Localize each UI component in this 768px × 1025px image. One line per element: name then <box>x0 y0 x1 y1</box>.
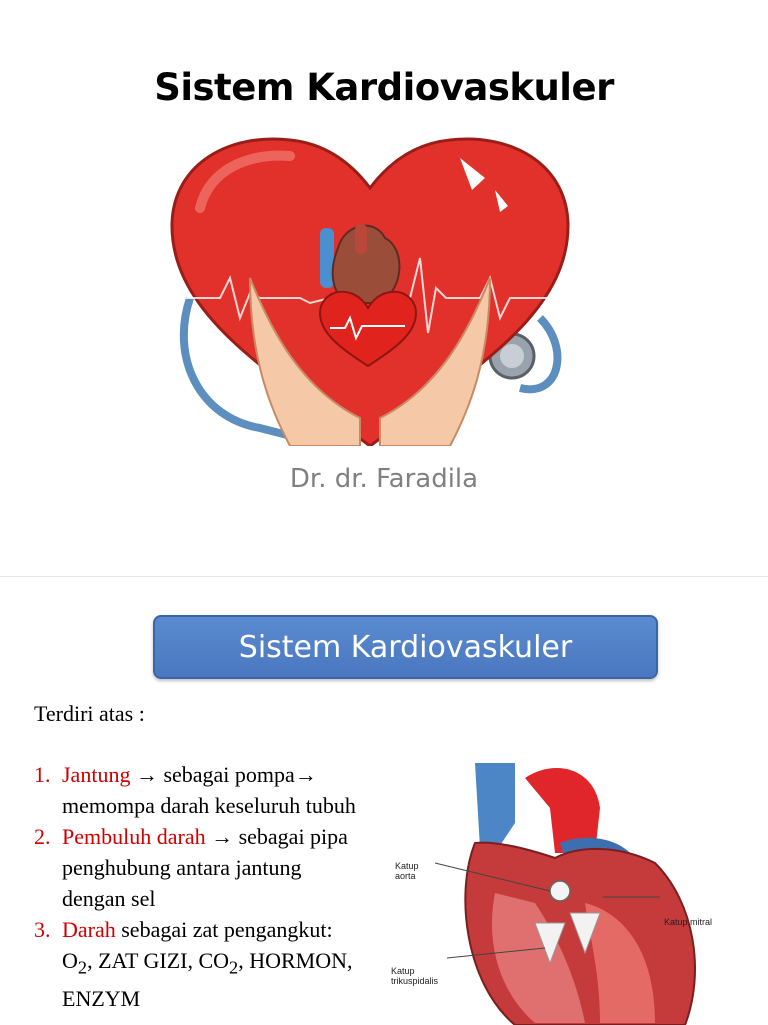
component-list <box>34 759 364 1014</box>
list-item <box>34 821 364 914</box>
heart-with-hands-illustration <box>160 128 580 446</box>
author-name: Dr. dr. Faradila <box>289 464 479 494</box>
section-banner <box>153 615 658 679</box>
subscript: 2 <box>77 957 88 978</box>
slide-title: Sistem Kardiovaskuler <box>154 66 614 109</box>
banner-title: Sistem Kardiovaskuler <box>238 629 573 665</box>
arrow-icon: → <box>294 762 317 787</box>
item-text: memompa darah keseluruh tubuh <box>62 793 356 818</box>
item-term: Darah <box>62 917 116 942</box>
list-item <box>34 759 364 821</box>
item-term: Jantung <box>62 762 131 787</box>
intro-text: Terdiri atas : <box>34 701 145 726</box>
item-text: sebagai pompa <box>157 762 295 787</box>
item-number: 3. <box>34 917 51 942</box>
label-katup-mitral: Katup mitral <box>664 917 713 927</box>
item-text: , HORMON, ENZYM <box>62 948 353 1012</box>
arrow-icon: → <box>211 824 234 849</box>
list-item <box>34 914 364 1014</box>
item-term: Pembuluh darah <box>62 824 206 849</box>
item-number: 2. <box>34 824 51 849</box>
label-katup-aorta: Katup aorta <box>395 861 419 881</box>
item-text: sebagai zat pengangkut: O <box>62 917 333 973</box>
label-katup-trikuspidalis: Katup trikuspidalis <box>391 966 439 986</box>
item-text: , ZAT GIZI, CO <box>87 948 230 973</box>
arrow-icon: → <box>135 762 158 787</box>
item-text: sebagai pipa penghubung antara jantung dengan sel <box>62 824 348 911</box>
heart-anatomy-diagram <box>385 763 755 1025</box>
item-number: 1. <box>34 762 51 787</box>
content-slide <box>0 576 768 1025</box>
subscript: 2 <box>229 957 239 978</box>
